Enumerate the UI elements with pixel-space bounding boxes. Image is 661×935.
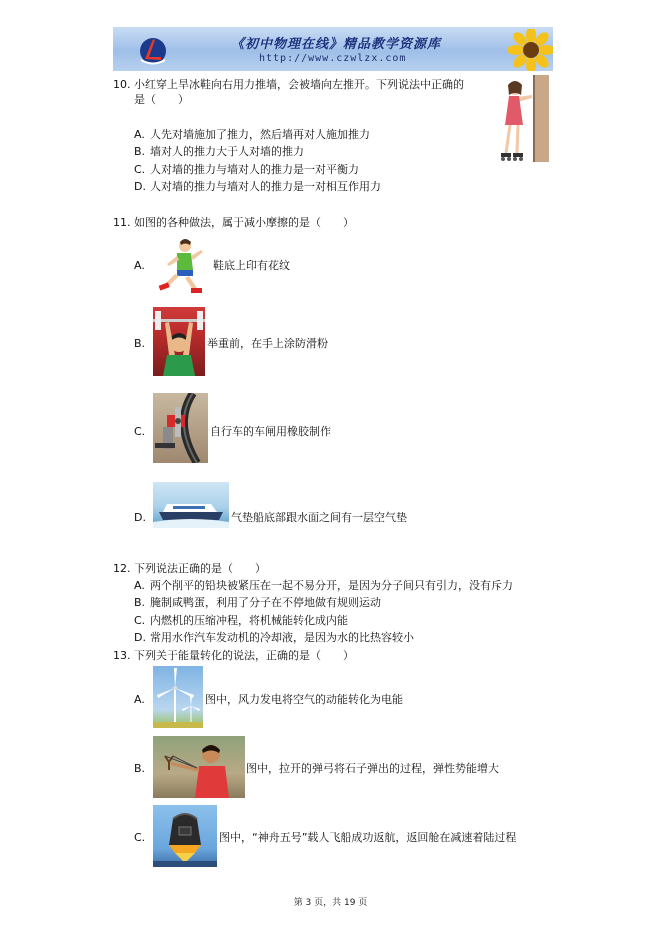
header-banner (113, 27, 553, 71)
boy-slingshot-icon (153, 736, 245, 798)
q13-number: 13. (113, 649, 131, 662)
q10-number: 10. (113, 78, 131, 91)
site-logo-icon (135, 33, 171, 65)
banner-title: 《初中物理在线》精品教学资源库 (231, 37, 442, 52)
q10-option-a-label: A. (134, 128, 145, 141)
q10-option-b-label: B. (134, 145, 146, 158)
q12-option-d-text: 常用水作汽车发动机的冷却液，是因为水的比热容较小 (150, 631, 414, 644)
q13-option-a-label: A. (134, 693, 145, 706)
q11-weightlifter-image (153, 307, 205, 376)
q10-option-b-text: 墙对人的推力大于人对墙的推力 (150, 145, 304, 158)
q10-option-c-text: 人对墙的推力与墙对人的推力是一对平衡力 (150, 163, 359, 176)
q13-option-c-text: 图中，“神舟五号”载人飞船成功返航，返回舱在减速着陆过程 (219, 831, 517, 844)
q11-option-a-text: 鞋底上印有花纹 (213, 259, 290, 272)
q13-option-b-text: 图中，拉开的弹弓将石子弹出的过程，弹性势能增大 (246, 762, 499, 775)
q12-option-c-text: 内燃机的压缩冲程，将机械能转化成内能 (150, 614, 348, 627)
q10-option-a-text: 人先对墙施加了推力，然后墙再对人施加推力 (150, 128, 370, 141)
q13-option-a-text: 图中，风力发电将空气的动能转化为电能 (205, 693, 403, 706)
q11-stem: 如图的各种做法，属于减小摩擦的是（ ） (134, 216, 354, 229)
q12-option-d-label: D. (134, 631, 146, 644)
weightlifter-icon (153, 307, 205, 376)
wind-turbine-icon (153, 666, 203, 728)
page-number-footer: 第 3 页，共 19 页 (293, 898, 368, 908)
q11-hovercraft-image (153, 482, 229, 528)
q11-option-b-text: 举重前，在手上涂防滑粉 (207, 337, 328, 350)
q12-option-a-text: 两个削平的铅块被紧压在一起不易分开，是因为分子间只有引力，没有斥力 (150, 579, 513, 592)
q11-option-c-text: 自行车的车闸用橡胶制作 (210, 425, 331, 438)
q10-option-c-label: C. (134, 163, 146, 176)
q10-stem-line1: 小红穿上旱冰鞋向右用力推墙，会被墙向左推开。下列说法中正确的 (134, 78, 464, 91)
q12-number: 12. (113, 562, 131, 575)
q10-stem-line2: 是（ ） (134, 93, 189, 106)
q11-runner-image (153, 236, 211, 294)
q13-wind-turbine-image (153, 666, 203, 728)
runner-icon (153, 236, 211, 294)
q13-option-b-label: B. (134, 762, 146, 775)
q13-stem: 下列关于能量转化的说法，正确的是（ ） (134, 649, 354, 662)
girl-pushing-wall-icon (497, 75, 549, 162)
banner-url: http://www.czwlzx.com (259, 53, 407, 64)
reentry-capsule-icon (153, 805, 217, 867)
q13-option-c-label: C. (134, 831, 146, 844)
q11-option-d-text: 气垫船底部跟水面之间有一层空气垫 (231, 511, 407, 524)
q11-bike-brake-image (153, 393, 208, 463)
q11-option-a-label: A. (134, 259, 145, 272)
sunflower-icon (495, 29, 553, 71)
q10-skater-illustration (497, 75, 549, 162)
q12-stem: 下列说法正确的是（ ） (134, 562, 266, 575)
q11-option-d-label: D. (134, 511, 146, 524)
q12-option-b-label: B. (134, 596, 146, 609)
q12-option-c-label: C. (134, 614, 146, 627)
q11-number: 11. (113, 216, 131, 229)
q13-slingshot-image (153, 736, 245, 798)
q11-option-c-label: C. (134, 425, 146, 438)
q11-option-b-label: B. (134, 337, 146, 350)
q12-option-a-label: A. (134, 579, 145, 592)
hovercraft-icon (153, 482, 229, 528)
bicycle-brake-icon (153, 393, 208, 463)
q13-capsule-image (153, 805, 217, 867)
q10-option-d-label: D. (134, 180, 146, 193)
q12-option-b-text: 腌制咸鸭蛋，利用了分子在不停地做有规则运动 (150, 596, 381, 609)
q10-option-d-text: 人对墙的推力与墙对人的推力是一对相互作用力 (150, 180, 381, 193)
